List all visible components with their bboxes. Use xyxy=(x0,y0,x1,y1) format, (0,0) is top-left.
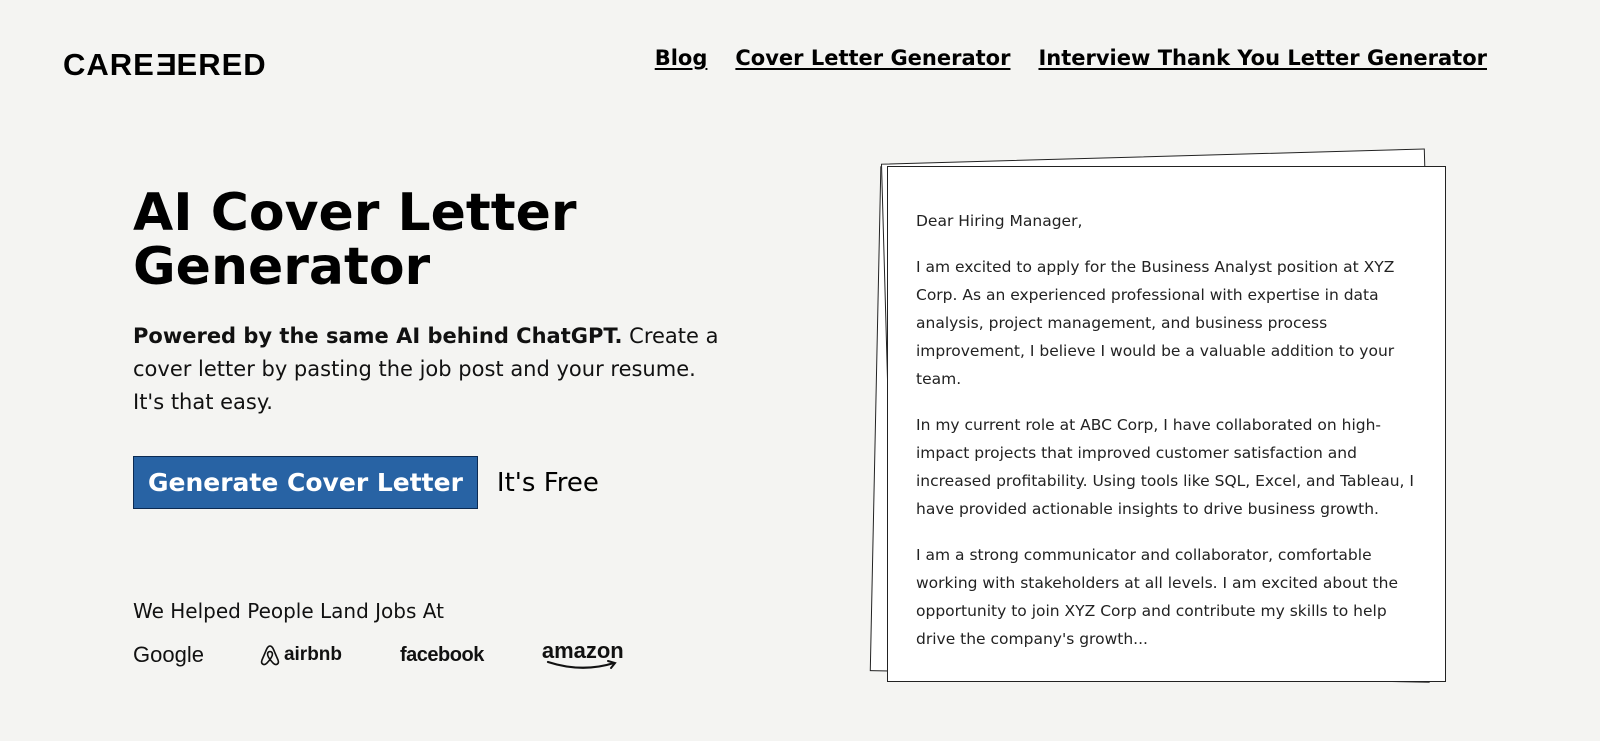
google-logo: Google xyxy=(133,642,204,667)
social-proof-heading: We Helped People Land Jobs At xyxy=(133,599,444,623)
cta-row xyxy=(133,456,599,509)
letter-paragraph-3: I am a strong communicator and collaborator, comfortable working with stakeholders at all levels. I am excited about the opportunity to join XYZ Corp and contribute my skills to help drive the company's growth... xyxy=(916,546,1398,648)
nav-link-thank-you-letter-generator[interactable]: Interview Thank You Letter Generator xyxy=(1038,46,1487,70)
airbnb-logo xyxy=(259,643,342,667)
company-logos xyxy=(133,638,624,668)
top-nav xyxy=(655,46,1487,70)
hero-subtitle-bold: Powered by the same AI behind ChatGPT. xyxy=(133,324,623,348)
hero-section xyxy=(133,183,733,419)
hero-subtitle-rest: Create a cover letter by pasting the job post and your resume. It's that easy. xyxy=(133,324,719,414)
logo-flipped-letter: E xyxy=(154,47,177,82)
amazon-logo xyxy=(542,638,624,664)
logo-text-end: ERED xyxy=(176,47,267,82)
amazon-wordmark: amazon xyxy=(541,638,624,663)
logo-text-start: CARE xyxy=(63,47,155,82)
generate-cover-letter-button[interactable]: Generate Cover Letter xyxy=(133,456,478,509)
airbnb-icon xyxy=(259,643,281,667)
nav-link-blog[interactable]: Blog xyxy=(654,46,708,70)
page-title: AI Cover Letter Generator xyxy=(133,183,577,297)
careered-logo[interactable] xyxy=(63,47,267,83)
hero-subtitle xyxy=(133,320,723,419)
sample-cover-letter xyxy=(887,166,1446,682)
facebook-logo: facebook xyxy=(400,643,484,666)
airbnb-wordmark: airbnb xyxy=(283,644,343,665)
letter-greeting: Dear Hiring Manager, xyxy=(916,212,1083,230)
letter-paragraph-2: In my current role at ABC Corp, I have collaborated on high-impact projects that improved customer satisfaction and increased profitability. Using tools like SQL, Excel, and Tableau, I have provided actionable insights to drive business growth. xyxy=(916,416,1414,518)
sample-letter-illustration xyxy=(870,150,1450,695)
letter-paragraph-1: I am excited to apply for the Business Analyst position at XYZ Corp. As an experienced professional with expertise in data analysis, project management, and business process improvement, I believe I would be a valuable addition to your team. xyxy=(916,258,1395,388)
nav-link-cover-letter-generator[interactable]: Cover Letter Generator xyxy=(735,46,1011,70)
free-note: It's Free xyxy=(496,467,599,498)
amazon-smile-icon xyxy=(544,659,624,671)
